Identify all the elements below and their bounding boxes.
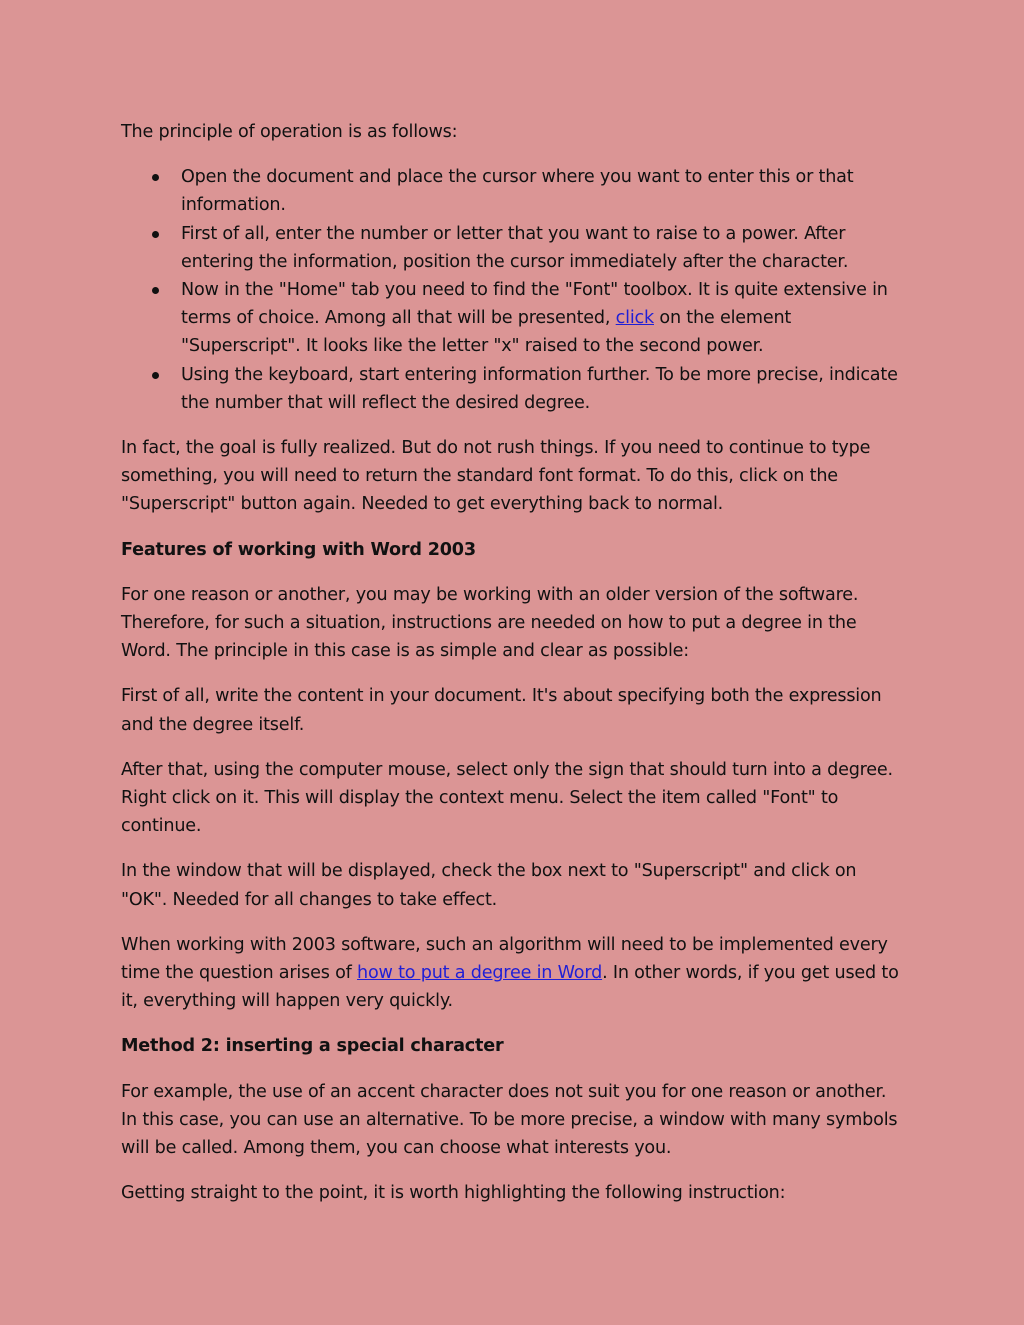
list-item-text-after: on the element "Superscript". It looks like the letter "x" raised to the second power. bbox=[181, 308, 792, 357]
document-page bbox=[121, 118, 906, 1225]
list-item bbox=[121, 220, 906, 276]
fact-paragraph: In fact, the goal is fully realized. But do not rush things. If you need to continue to type something, you will need to return the standard font format. To do this, click on the "Superscript" button again. Needed to get everything back to normal. bbox=[121, 438, 871, 515]
steps-list bbox=[121, 163, 906, 417]
how-to-put-degree-link[interactable]: how to put a degree in Word bbox=[357, 963, 603, 984]
bullet-icon bbox=[152, 372, 159, 379]
click-link[interactable]: click bbox=[615, 308, 654, 329]
list-item-text: First of all, enter the number or letter that you want to raise to a power. After entering the information, position the cursor immediately after the character. bbox=[181, 223, 849, 272]
word2003-heading: Features of working with Word 2003 bbox=[121, 539, 476, 560]
intro-paragraph: The principle of operation is as follows: bbox=[121, 122, 458, 142]
list-item-text: Open the document and place the cursor where you want to enter this or that information. bbox=[181, 167, 854, 216]
list-item-text: Using the keyboard, start entering information further. To be more precise, indicate the number that will reflect the desired degree. bbox=[181, 364, 898, 413]
paragraph-text-after: . In other words, if you get used to it, everything will happen very quickly. bbox=[121, 963, 899, 1012]
paragraph-text-before: When working with 2003 software, such an algorithm will need to be implemented every time the question arises of bbox=[121, 934, 888, 984]
after-that-paragraph: After that, using the computer mouse, select only the sign that should turn into a degree. Right click on it. This will display the context menu. Select the item called "Font" to continue. bbox=[121, 759, 893, 837]
list-item bbox=[121, 361, 906, 417]
software-2003-paragraph bbox=[121, 931, 906, 1016]
bullet-icon bbox=[152, 174, 159, 181]
list-item-text-before: Now in the "Home" tab you need to find the "Font" toolbox. It is quite extensive in terms of choice. Among all that will be presented, bbox=[181, 280, 888, 329]
example-paragraph: For example, the use of an accent character does not suit you for one reason or another. In this case, you can use an alternative. To be more precise, a window with many symbols will be called. Among them, you can choose what interests you. bbox=[121, 1081, 898, 1159]
list-item bbox=[121, 163, 906, 219]
older-version-paragraph: For one reason or another, you may be working with an older version of the software. Therefore, for such a situation, instructions are needed on how to put a degree in the Word. The principle in this case is as simple and clear as possible: bbox=[121, 584, 859, 662]
bullet-icon bbox=[152, 231, 159, 238]
bullet-icon bbox=[152, 287, 159, 294]
method2-heading: Method 2: inserting a special character bbox=[121, 1036, 504, 1057]
list-item bbox=[121, 276, 906, 361]
straight-to-point-paragraph: Getting straight to the point, it is worth highlighting the following instruction: bbox=[121, 1183, 786, 1204]
first-step-paragraph: First of all, write the content in your document. It's about specifying both the expression and the degree itself. bbox=[121, 686, 882, 735]
window-paragraph: In the window that will be displayed, check the box next to "Superscript" and click on "OK". Needed for all changes to take effect. bbox=[121, 861, 857, 910]
